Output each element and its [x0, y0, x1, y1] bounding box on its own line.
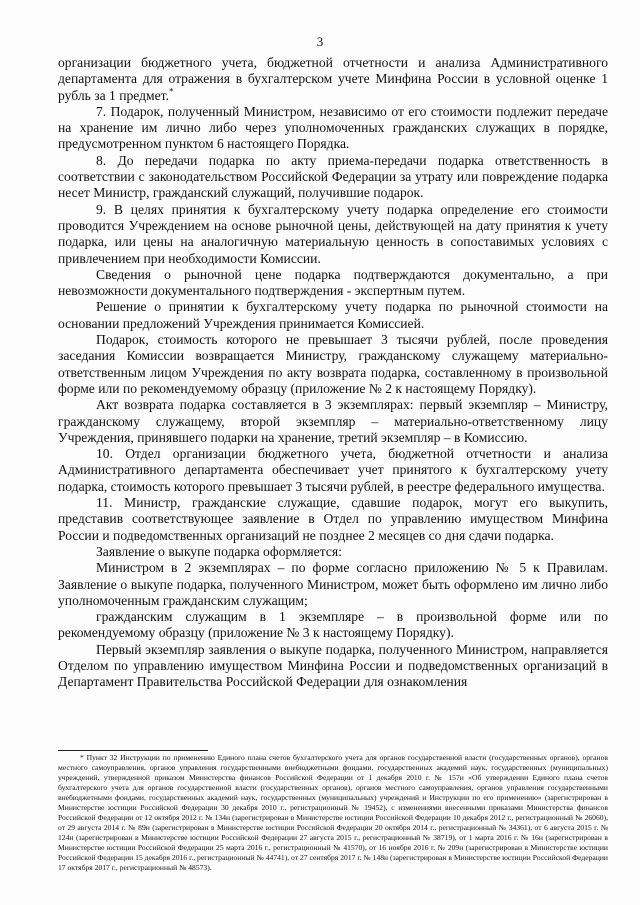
paragraph: гражданским служащим в 1 экземпляре – в произвольной форме или по рекомендуемому образцу (приложение № 3 к настоящему Порядку).: [58, 609, 608, 641]
paragraph: Подарок, стоимость которого не превышает 3 тысячи рублей, после проведения заседания Комиссии возвращается Министру, гражданскому служащему материально-ответственным лицом Учреждения по акту возврата подарка, составленному в произвольной форме или по рекомендуемому образцу (приложение № 2 к настоящему Порядку).: [58, 332, 608, 396]
footnote: * Пункт 32 Инструкции по применению Единого плана счетов бухгалтерского учета для органов государственной власти (государственных органов), органов местного самоуправления, органов управления государственными внебюджетными фондами, государственных академий наук, государственных (муниципальных) учреждений, утвержденной приказом Министерства финансов Российской Федерации от 1 декабря 2010 г. № 157н «Об утверждении Единого плана счетов бухгалтерского учета для органов государственной власти (государственных органов), органов местного самоуправления, органов управления государственными внебюджетными фондами, государственных академий наук, государственных (муниципальных) учреждений и Инструкции по его применению» (зарегистрирован в Министерстве юстиции Российской Федерации 30 декабря 2010 г., регистрационный № 19452), с изменениями внесенными приказами Министерства финансов Российской Федерации от 12 октября 2012 г. № 134н (зарегистрирован в Министерстве юстиции Российской Федерации 10 декабря 2012 г., регистрационный № 26060), от 29 августа 2014 г. № 89н (зарегистрирован в Министерстве юстиции Российской Федерации 20 октября 2014 г., регистрационный № 34361), от 6 августа 2015 г. № 124н (зарегистрирован в Министерстве юстиции Российской Федерации 27 августа 2015 г., регистрационный № 38719), от 1 марта 2016 г. № 16н (зарегистрирован в Министерстве юстиции Российской Федерации 25 марта 2016 г., регистрационный № 41570), от 16 ноября 2016 г. № 209н (зарегистрирован в Министерстве юстиции Российской Федерации 15 декабря 2016 г., регистрационный № 44741), от 27 сентября 2017 г. № 148н (зарегистрирован в Министерстве юстиции Российской Федерации 17 октября 2017 г., регистрационный № 48573).: [58, 753, 608, 872]
paragraph: [58, 55, 608, 104]
paragraph: 11. Министр, гражданские служащие, сдавшие подарок, могут его выкупить, представив соответствующее заявление в Отдел по управлению имуществом Минфина России и подведомственных организаций не позднее 2 месяцев со дня сдачи подарка.: [58, 495, 608, 543]
paragraph-text: организации бюджетного учета, бюджетной отчетности и анализа Административного департамента для отражения в бухгалтерском учете Минфина России в условной оценке 1 рубль за 1 предмет.: [58, 55, 608, 103]
document-body: [58, 55, 608, 691]
paragraph: Заявление о выкупе подарка оформляется:: [96, 543, 342, 559]
footnote-reference: *: [169, 86, 174, 97]
paragraph: Акт возврата подарка составляется в 3 экземплярах: первый экземпляр – Министру, гражданскому служащему, второй экземпляр – материально-ответственному лицу Учреждения, принявшего подарки на хранение, третий экземпляр – в Комиссию.: [58, 397, 608, 445]
paragraph: Сведения о рыночной цене подарка подтверждаются документально, а при невозможности документального подтверждения - экспертным путем.: [58, 266, 608, 299]
paragraph: Министром в 2 экземплярах – по форме согласно приложению № 5 к Правилам. Заявление о выкупе подарка, полученного Министром, может быть оформлено им лично либо уполномоченным гражданским служащим;: [58, 560, 608, 608]
paragraph: Первый экземпляр заявления о выкупе подарка, полученного Министром, направляется Отделом по управлению имуществом Минфина России и подведомственных организаций в Департамент Правительства Российской Федерации для ознакомления: [58, 641, 608, 690]
paragraph: 10. Отдел организации бюджетного учета, бюджетной отчетности и анализа Административного департамента обеспечивает учет принятого к бухгалтерскому учету подарка, стоимость которого превышает 3 тысячи рублей, в реестре федерального имущества.: [58, 446, 608, 494]
paragraph: Решение о принятии к бухгалтерскому учету подарка по рыночной стоимости на основании предложений Учреждения принимается Комиссией.: [58, 299, 608, 331]
paragraph: 9. В целях принятия к бухгалтерскому учету подарка определение его стоимости проводится Учреждением на основе рыночной цены, действующей на дату принятия к учету подарка, или цены на аналогичную материальную ценность в сопоставимых условиях с привлечением при необходимости Комиссии.: [58, 201, 608, 266]
page-number: 3: [316, 34, 324, 49]
paragraph: 7. Подарок, полученный Министром, независимо от его стоимости подлежит передаче на хранение им лично либо через уполномоченных гражданских служащих в порядке, предусмотренном пунктом 6 настоящего Порядка.: [58, 103, 608, 152]
footnote-divider: [58, 750, 208, 751]
paragraph: 8. До передачи подарка по акту приема-передачи подарка ответственность в соответствии с законодательством Российской Федерации за утрату или повреждение подарка несет Министр, гражданский служащий, получившие подарок.: [58, 152, 608, 201]
